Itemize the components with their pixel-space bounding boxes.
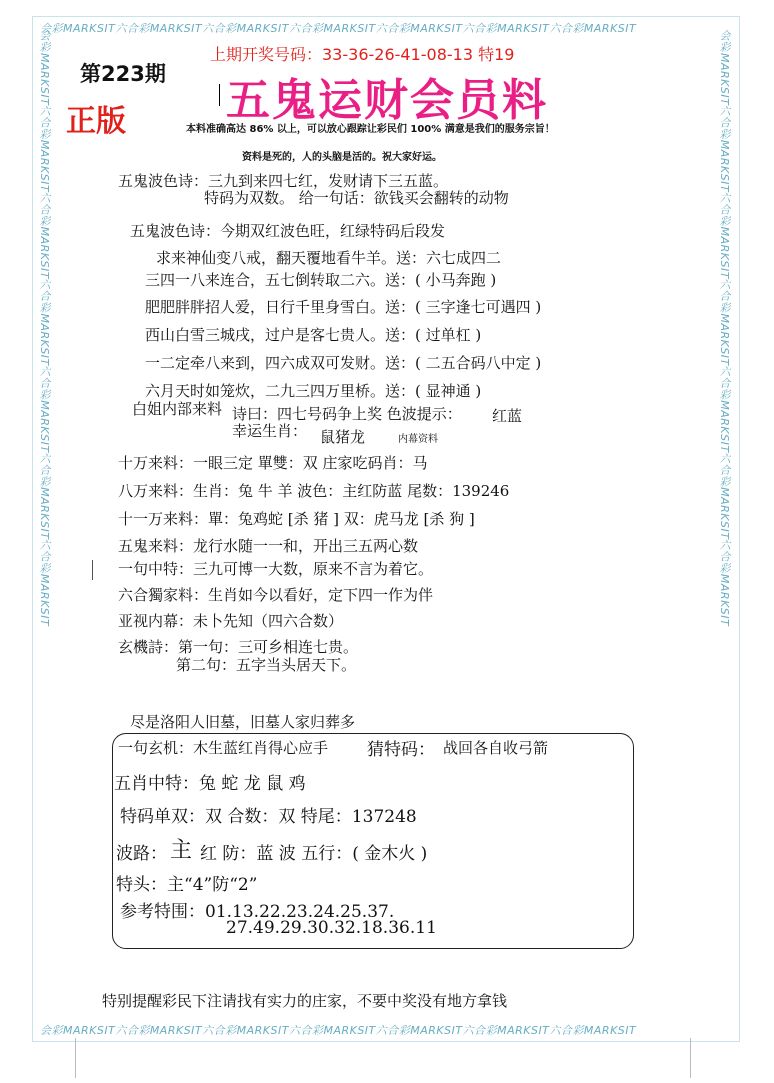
text-cursor: [219, 84, 220, 106]
watermark-right: [716, 30, 732, 1030]
insider-note: 内幕资料: [398, 434, 438, 445]
wave-poem-1: 五鬼波色诗：三九到来四七红，发财请下三五蓝。: [118, 172, 449, 190]
riddle-line-1: 求来神仙变八戒，翻天覆地看牛羊。送：六七成四二: [156, 249, 502, 267]
row-100k: 十万来料：一眼三定 單雙：双 庄家吃码肖：马: [118, 454, 428, 472]
row-liuhe: 六合獨家料：生肖如今以看好，定下四一作为伴: [118, 586, 434, 604]
row-one-sentence: 一句中特：三九可博一大数，原来不言为着它。: [118, 560, 434, 578]
box-parity: 特码单双：双 合数：双 特尾：137248: [120, 807, 417, 827]
box-five-zodiac: 五肖中特：兔 蛇 龙 鼠 鸡: [114, 774, 306, 794]
riddle-line-3: 肥肥胖胖招人爱，日行千里身雪白。送：( 三字逢七可遇四 ): [145, 298, 542, 316]
poem-line: 尽是洛阳人旧墓，旧墓人家归葬多: [130, 713, 356, 731]
row-80k: 八万来料：生肖：兔 牛 羊 波色：主红防蓝 尾数：139246: [118, 482, 510, 500]
special-parity-hint: 特码为双数。 给一句话：欲钱买会翻转的动物: [204, 189, 509, 207]
riddle-line-6: 六月天时如笼炊，二九三四万里桥。送：( 显神通 ): [145, 382, 482, 400]
row-poem-1: 玄機詩：第一句：三可乡相连七贵。: [118, 638, 359, 656]
riddle-line-4: 西山白雪三城戌，过户是客七贵人。送：( 过单杠 ): [145, 326, 482, 344]
box-guess-answer: 战回各自收弓箭: [443, 739, 549, 757]
watermark-text: 会彩MARKSIT六合彩MARKSIT六合彩MARKSIT六合彩MARKSIT六合彩MARKSIT六合彩MARKSIT六合彩MARKSIT: [38, 30, 51, 627]
box-riddle: 一句玄机：木生蓝红肖得心应手: [118, 739, 329, 757]
box-head: 特头：主“4”防“2”: [116, 875, 258, 895]
issue-number: 第223期: [80, 62, 166, 86]
box-guess-label: 猜特码：: [367, 740, 435, 760]
box-range-1: 参考特围：01.13.22.23.24.25.37.: [120, 902, 395, 922]
box-wave-detail: 红 防：蓝 波 五行：( 金木火 ): [200, 844, 428, 864]
box-range-2: 27.49.29.30.32.18.36.11: [226, 918, 437, 938]
color-hint: 红蓝: [492, 407, 523, 425]
tagline-accuracy: 本料准确高达 86% 以上，可以放心跟踪让彩民们 100% 满意是我们的服务宗旨！: [186, 124, 555, 135]
box-wave-label: 波路：: [116, 844, 167, 864]
footer-note: 特别提醒彩民下注请找有实力的庄家，不要中奖没有地方拿钱: [102, 992, 508, 1010]
box-wave-main: 主: [170, 838, 193, 863]
watermark-text: 会彩MARKSIT六合彩MARKSIT六合彩MARKSIT六合彩MARKSIT六合彩MARKSIT六合彩MARKSIT六合彩MARKSIT: [40, 1024, 637, 1037]
row-wugui: 五鬼来料：龙行水随一一和，开出三五两心数: [118, 537, 419, 555]
lucky-zodiac: 鼠猪龙: [320, 428, 366, 446]
paper-edge-left: [75, 1038, 76, 1078]
row-atv: 亚视内幕：未卜先知（四六合数）: [118, 612, 344, 630]
watermark-top: [40, 20, 740, 36]
riddle-line-2: 三四一八来连合，五七倒转取二六。送：( 小马奔跑 ): [145, 271, 497, 289]
paper-edge-right: [690, 1038, 691, 1078]
watermark-left: [36, 30, 52, 1030]
edition-label: 正版: [66, 104, 126, 139]
riddle-line-5: 一二定牵八来到，四六成双可发财。送：( 二五合码八中定 ): [145, 354, 542, 372]
baijie-label: 白姐内部来料: [132, 400, 223, 418]
row-110k: 十一万来料：單：兔鸡蛇 [杀 猪 ] 双：虎马龙 [杀 狗 ]: [118, 510, 475, 528]
tagline-luck: 资料是死的，人的头脑是活的。祝大家好运。: [242, 152, 442, 163]
wave-poem-2: 五鬼波色诗：今期双红波色旺，红绿特码后段发: [130, 222, 446, 240]
baijie-poem: 诗曰：四七号码争上奖 色波提示：: [232, 405, 462, 423]
last-draw-numbers: 上期开奖号码：33-36-26-41-08-13 特19: [210, 45, 515, 64]
lucky-zodiac-label: 幸运生肖：: [232, 422, 308, 440]
watermark-text: 会彩MARKSIT六合彩MARKSIT六合彩MARKSIT六合彩MARKSIT六合彩MARKSIT六合彩MARKSIT六合彩MARKSIT: [718, 30, 731, 627]
row-poem-2: 第二句：五字当头居天下。: [176, 656, 357, 674]
margin-mark: [92, 560, 93, 580]
watermark-bottom: [40, 1022, 740, 1038]
watermark-text: 会彩MARKSIT六合彩MARKSIT六合彩MARKSIT六合彩MARKSIT六合彩MARKSIT六合彩MARKSIT六合彩MARKSIT: [40, 22, 637, 35]
page-title: 五鬼运财会员料: [226, 75, 548, 126]
